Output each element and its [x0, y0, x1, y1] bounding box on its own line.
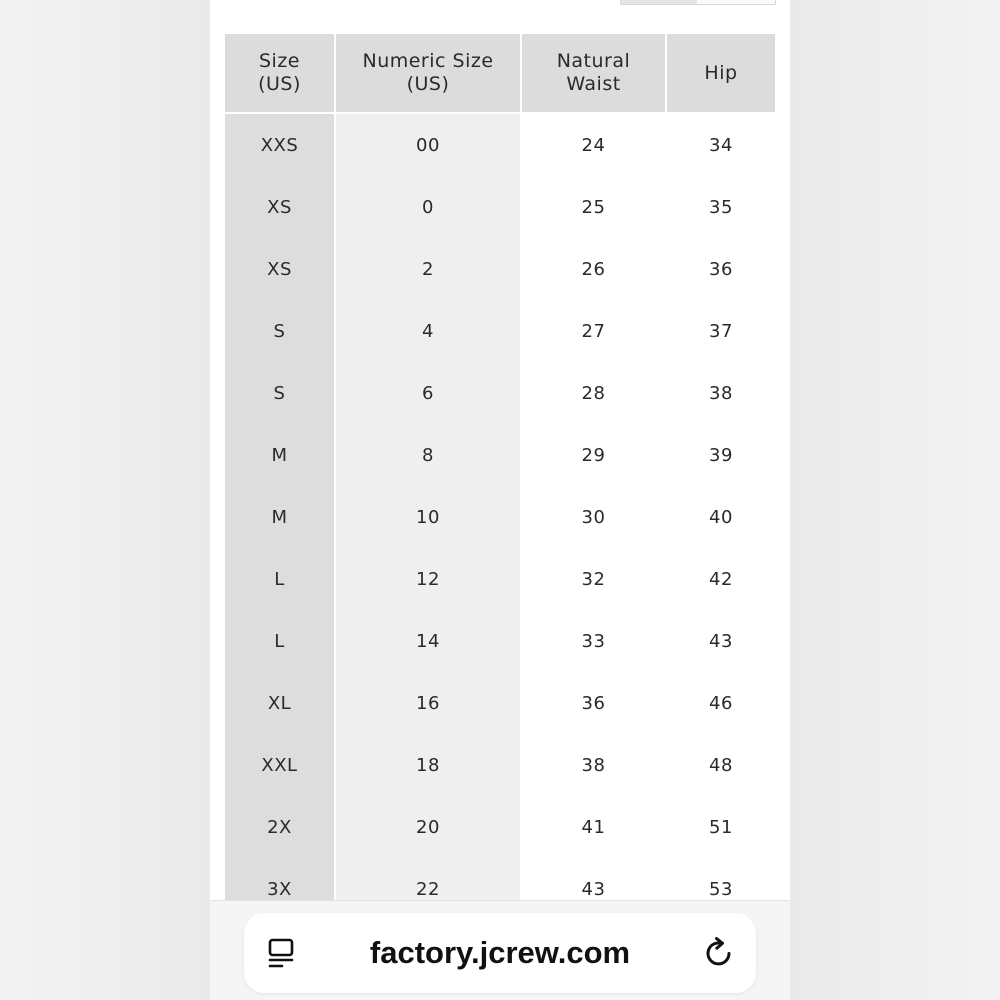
browser-viewport[interactable] — [210, 0, 790, 1000]
natural-waist-cell: 32 — [581, 568, 606, 590]
size-us-cell: S — [273, 320, 286, 342]
header-size-us: Size (US) — [225, 34, 334, 112]
natural-waist-cell: 29 — [581, 444, 606, 466]
numeric-size-cell: 20 — [416, 816, 440, 838]
hip-cell: 51 — [709, 816, 733, 838]
size-us-cell: L — [274, 630, 285, 652]
size-us-cell: M — [271, 444, 288, 466]
natural-waist-cell: 41 — [581, 816, 606, 838]
hip-cell: 53 — [709, 878, 733, 900]
size-us-cell: XXS — [260, 134, 299, 156]
natural-waist-cell: 24 — [581, 134, 606, 156]
natural-waist-cell: 26 — [581, 258, 606, 280]
hip-cell: 43 — [709, 630, 733, 652]
natural-waist-cell: 33 — [581, 630, 606, 652]
size-us-cell: 3X — [267, 878, 292, 900]
numeric-size-cell: 2 — [422, 258, 434, 280]
header-numeric-size-us: Numeric Size (US) — [336, 34, 520, 112]
numeric-size-cell: 18 — [416, 754, 440, 776]
hip-cell: 36 — [709, 258, 733, 280]
size-us-cell: S — [273, 382, 286, 404]
column-size-us — [225, 114, 334, 904]
natural-waist-cell: 25 — [581, 196, 606, 218]
table-body — [225, 114, 775, 904]
url-text[interactable]: factory.jcrew.com — [369, 935, 631, 970]
header-hip: Hip — [667, 34, 775, 112]
natural-waist-cell: 36 — [581, 692, 606, 714]
numeric-size-cell: 10 — [416, 506, 440, 528]
hip-cell: 37 — [709, 320, 733, 342]
natural-waist-cell: 27 — [581, 320, 606, 342]
natural-waist-cell: 38 — [581, 754, 606, 776]
numeric-size-cell: 22 — [416, 878, 440, 900]
natural-waist-cell: 43 — [581, 878, 606, 900]
segmented-control-selected[interactable] — [621, 0, 697, 4]
hip-cell: 48 — [709, 754, 733, 776]
hip-cell: 39 — [709, 444, 733, 466]
numeric-size-cell: 8 — [422, 444, 434, 466]
size-us-cell: L — [274, 568, 285, 590]
column-hip — [667, 114, 775, 904]
size-us-cell: XS — [267, 258, 292, 280]
size-us-cell: M — [271, 506, 288, 528]
reload-icon[interactable] — [702, 935, 736, 969]
numeric-size-cell: 14 — [416, 630, 440, 652]
table-header — [225, 34, 775, 112]
size-us-cell: XL — [267, 692, 292, 714]
background-right — [790, 0, 1000, 1000]
browser-bottom-bar — [210, 900, 790, 1000]
hip-cell: 34 — [709, 134, 733, 156]
numeric-size-cell: 0 — [422, 196, 434, 218]
hip-cell: 35 — [709, 196, 733, 218]
hip-cell: 46 — [709, 692, 733, 714]
header-natural-waist: Natural Waist — [522, 34, 665, 112]
column-numeric-size — [336, 114, 520, 904]
numeric-size-cell: 12 — [416, 568, 440, 590]
hip-cell: 38 — [709, 382, 733, 404]
size-us-cell: 2X — [267, 816, 292, 838]
numeric-size-cell: 4 — [422, 320, 434, 342]
column-natural-waist — [522, 114, 665, 904]
size-us-cell: XXL — [261, 754, 298, 776]
natural-waist-cell: 28 — [581, 382, 606, 404]
background-left — [0, 0, 210, 1000]
size-us-cell: XS — [267, 196, 292, 218]
numeric-size-cell: 16 — [416, 692, 440, 714]
hip-cell: 40 — [709, 506, 733, 528]
address-bar[interactable] — [244, 913, 756, 993]
hip-cell: 42 — [709, 568, 733, 590]
natural-waist-cell: 30 — [581, 506, 606, 528]
numeric-size-cell: 6 — [422, 382, 434, 404]
numeric-size-cell: 00 — [416, 134, 440, 156]
segmented-control[interactable] — [620, 0, 776, 5]
